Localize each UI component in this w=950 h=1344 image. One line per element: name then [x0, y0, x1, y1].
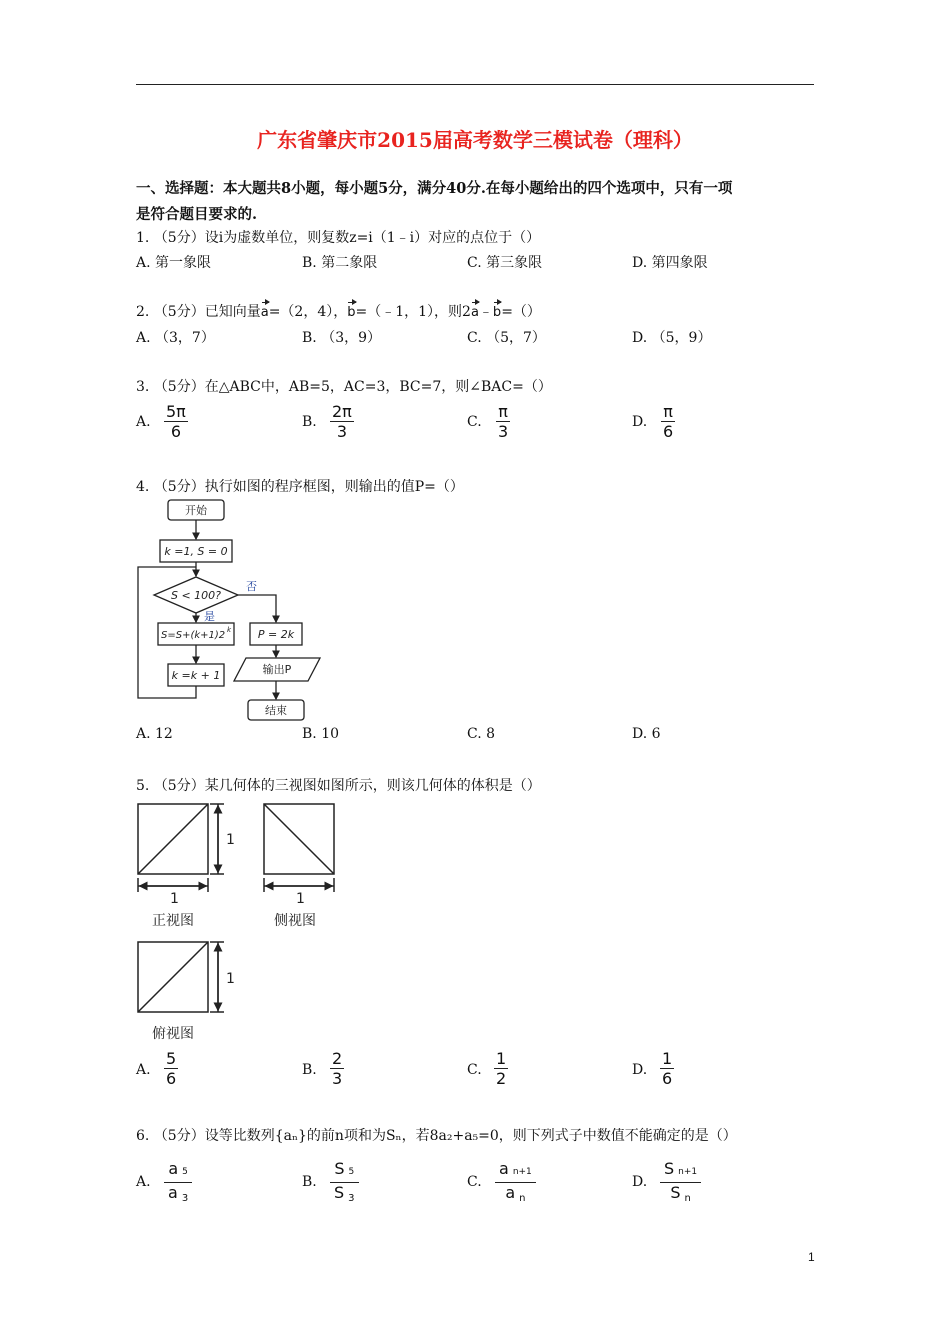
q3-c-den: 3	[498, 422, 509, 441]
q6-label-d: D.	[632, 1174, 648, 1190]
q2-option-c: C. （5，7）	[467, 330, 546, 346]
q6-d-den-base: S	[670, 1183, 681, 1202]
section-heading-line2: 是符合题目要求的.	[136, 206, 258, 223]
q1-option-c: C. 第三象限	[467, 255, 543, 271]
q6-d-num	[660, 1160, 701, 1181]
q5-c-den: 2	[496, 1069, 507, 1088]
vector-a: a	[260, 305, 269, 320]
q5-fraction-a	[164, 1050, 178, 1087]
q6-stem: 6. （5分）设等比数列{aₙ}的前n项和为Sₙ，若8a₂+a₅=0，则下列式子中数值不能确定的是（）	[136, 1128, 737, 1144]
q3-c-num: π	[498, 402, 508, 421]
q6-label-c: C.	[467, 1174, 482, 1190]
q3-d-den: 6	[663, 422, 674, 441]
q2-stem-part4: ﹣	[478, 304, 493, 320]
q6-a-den-sub: 3	[181, 1193, 189, 1204]
q6-fraction-d	[660, 1160, 701, 1207]
q3-fraction-c	[496, 403, 510, 440]
flow-update-exponent: k	[227, 626, 232, 634]
q4-option-a: A. 12	[136, 726, 173, 742]
top-height-label: 1	[226, 971, 235, 987]
q2-stem-part1: 2. （5分）已知向量	[136, 304, 261, 320]
flow-output-text: 输出P	[262, 663, 292, 676]
vector-b-2: b	[492, 305, 502, 320]
q1-option-b: B. 第二象限	[302, 255, 378, 271]
flow-update-text: S=S+(k+1)2	[161, 630, 226, 641]
q6-c-den-base: a	[505, 1183, 516, 1202]
page-number: 1	[808, 1250, 815, 1264]
q3-b-num: 2π	[332, 402, 352, 421]
q2-stem-part2: =（2，4），	[268, 304, 348, 320]
q5-fraction-c	[494, 1050, 508, 1087]
q2-option-d: D. （5，9）	[632, 330, 712, 346]
q3-label-b: B.	[302, 414, 317, 430]
q3-fraction-d	[661, 403, 675, 440]
q5-d-num: 1	[662, 1049, 673, 1068]
q3-a-num: 5π	[166, 402, 186, 421]
front-height-label: 1	[226, 832, 235, 848]
q2-stem-part5: =（）	[501, 304, 541, 320]
flow-no-label: 否	[246, 580, 257, 593]
vector-a-2: a	[470, 305, 479, 320]
q2-stem-part3: =（﹣1，1），则2	[355, 304, 471, 320]
q6-c-num	[495, 1160, 536, 1181]
q6-label-b: B.	[302, 1174, 317, 1190]
top-view-caption: 俯视图	[152, 1026, 194, 1042]
q6-label-a: A.	[136, 1174, 151, 1190]
flow-cond-text: S < 100?	[170, 589, 222, 602]
q6-a-den-base: a	[168, 1183, 178, 1202]
q5-fraction-b	[330, 1050, 344, 1087]
q2-option-a: A. （3，7）	[136, 330, 215, 346]
flow-assign-text: P = 2k	[257, 628, 295, 641]
q3-label-d: D.	[632, 414, 648, 430]
q4-option-b: B. 10	[302, 726, 340, 742]
q6-c-num-sub: n+1	[512, 1167, 532, 1177]
q6-d-num-base: S	[664, 1159, 675, 1178]
q4-option-c: C. 8	[467, 726, 496, 742]
flow-end-text: 结束	[265, 704, 287, 717]
q4-stem: 4. （5分）执行如图的程序框图，则输出的值P=（）	[136, 479, 464, 495]
q5-b-num: 2	[332, 1049, 343, 1068]
q5-stem: 5. （5分）某几何体的三视图如图所示，则该几何体的体积是（）	[136, 778, 541, 794]
q5-d-den: 6	[662, 1069, 673, 1088]
section-heading-line1: 一、选择题：本大题共8小题，每小题5分，满分40分.在每小题给出的四个选项中，只有一项	[136, 180, 733, 197]
q6-a-num	[164, 1160, 192, 1181]
q6-b-den	[330, 1184, 359, 1207]
q6-c-den	[501, 1184, 529, 1207]
q3-a-den: 6	[170, 422, 181, 441]
q3-fraction-b	[330, 403, 354, 440]
three-views-figure	[134, 800, 339, 1045]
q6-fraction-b	[330, 1160, 359, 1207]
q1-option-d: D. 第四象限	[632, 255, 708, 271]
q6-b-num	[330, 1160, 358, 1181]
q3-d-num: π	[663, 402, 673, 421]
q6-b-num-base: S	[334, 1159, 345, 1178]
q6-d-num-sub: n+1	[678, 1167, 698, 1177]
q6-a-num-base: a	[168, 1159, 179, 1178]
q3-label-a: A.	[136, 414, 151, 430]
q5-label-c: C.	[467, 1062, 482, 1078]
q4-option-d: D. 6	[632, 726, 661, 742]
q6-d-den-sub: n	[684, 1193, 691, 1204]
flow-inc-text: k =k + 1	[171, 669, 221, 682]
q5-a-den: 6	[166, 1069, 177, 1088]
q5-c-num: 1	[496, 1049, 507, 1068]
vector-b: b	[347, 305, 356, 320]
q6-b-den-base: S	[334, 1183, 345, 1202]
front-width-label: 1	[170, 891, 179, 907]
side-view-caption: 侧视图	[274, 913, 316, 929]
flow-yes-label: 是	[204, 610, 215, 623]
top-rule	[136, 84, 814, 85]
q2-option-b: B. （3，9）	[302, 330, 382, 346]
q3-label-c: C.	[467, 414, 482, 430]
flow-init-text: k =1, S = 0	[164, 545, 228, 558]
front-view-caption: 正视图	[152, 913, 194, 929]
flow-start-text: 开始	[185, 504, 207, 517]
side-width-label: 1	[296, 891, 305, 907]
q6-b-den-sub: 3	[348, 1193, 355, 1204]
q6-a-den	[164, 1184, 192, 1207]
q5-fraction-d	[660, 1050, 674, 1087]
q6-d-den	[666, 1184, 695, 1207]
q6-c-den-sub: n	[519, 1193, 526, 1204]
q6-b-num-sub: 5	[348, 1167, 355, 1177]
q6-c-num-base: a	[499, 1159, 509, 1178]
q3-stem: 3. （5分）在△ABC中，AB=5，AC=3，BC=7，则∠BAC=（）	[136, 379, 552, 395]
q3-b-den: 3	[336, 422, 347, 441]
q6-fraction-a	[164, 1160, 192, 1207]
q5-label-d: D.	[632, 1062, 648, 1078]
page-title: 广东省肇庆市2015届高考数学三模试卷（理科）	[257, 128, 693, 152]
q6-fraction-c	[495, 1160, 536, 1207]
q5-label-b: B.	[302, 1062, 317, 1078]
flowchart	[130, 495, 330, 725]
q5-b-den: 3	[332, 1069, 343, 1088]
q5-label-a: A.	[136, 1062, 151, 1078]
q1-option-a: A. 第一象限	[136, 255, 212, 271]
q5-a-num: 5	[166, 1049, 177, 1068]
q1-stem: 1. （5分）设i为虚数单位，则复数z=i（1﹣i）对应的点位于（）	[136, 230, 541, 246]
q3-fraction-a	[164, 403, 188, 440]
q6-a-num-sub: 5	[182, 1167, 188, 1177]
q2-stem	[136, 301, 541, 321]
